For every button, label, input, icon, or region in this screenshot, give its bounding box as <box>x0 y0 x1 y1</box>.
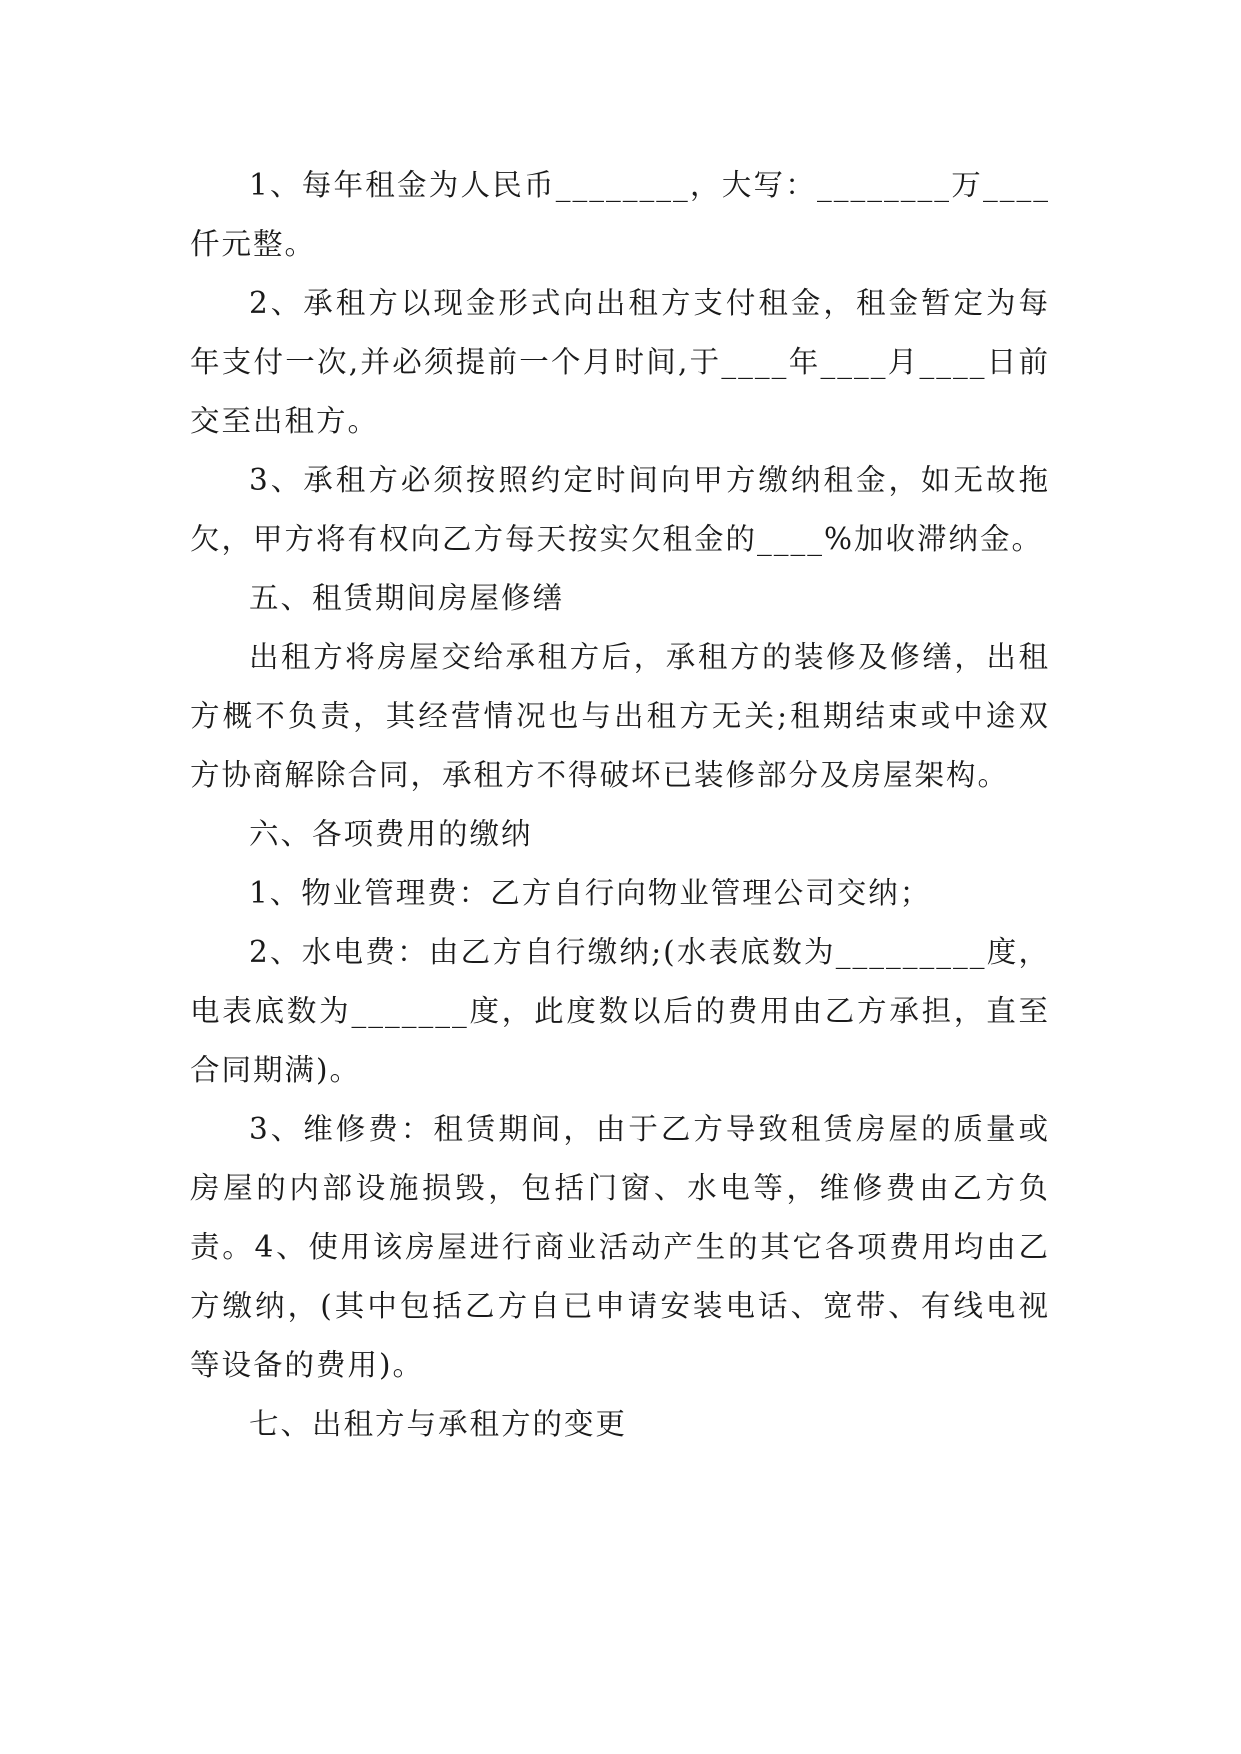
utilities-clause: 2、水电费：由乙方自行缴纳;(水表底数为_________度，电表底数为_______度，此度数以后的费用由乙方承担，直至合同期满)。 <box>190 935 1050 1087</box>
section-heading-repairs: 五、租赁期间房屋修缮 <box>249 581 565 615</box>
property-fee-clause: 1、物业管理费：乙方自行向物业管理公司交纳； <box>249 876 932 910</box>
rent-payment-clause: 2、承租方以现金形式向出租方支付租金，租金暂定为每年支付一次,并必须提前一个月时间,于____年____月____日前交至出租方。 <box>190 286 1050 438</box>
section-heading-changes: 七、出租方与承租方的变更 <box>249 1407 628 1441</box>
document-body <box>190 156 1050 1454</box>
repairs-clause: 出租方将房屋交给承租方后，承租方的装修及修缮，出租方概不负责，其经营情况也与出租方无关;租期结束或中途双方协商解除合同，承租方不得破坏已装修部分及房屋架构。 <box>190 640 1050 792</box>
section-heading-fees: 六、各项费用的缴纳 <box>249 817 533 851</box>
late-fee-clause: 3、承租方必须按照约定时间向甲方缴纳租金，如无故拖欠，甲方将有权向乙方每天按实欠租金的____%加收滞纳金。 <box>190 463 1050 556</box>
rent-amount-clause: 1、每年租金为人民币________，大写：________万____仟元整。 <box>190 168 1050 261</box>
maintenance-fee-clause: 3、维修费：租赁期间，由于乙方导致租赁房屋的质量或房屋的内部设施损毁，包括门窗、水电等，维修费由乙方负责。4、使用该房屋进行商业活动产生的其它各项费用均由乙方缴纳，(其中包括乙方自已申请安装电话、宽带、有线电视等设备的费用)。 <box>190 1112 1050 1382</box>
